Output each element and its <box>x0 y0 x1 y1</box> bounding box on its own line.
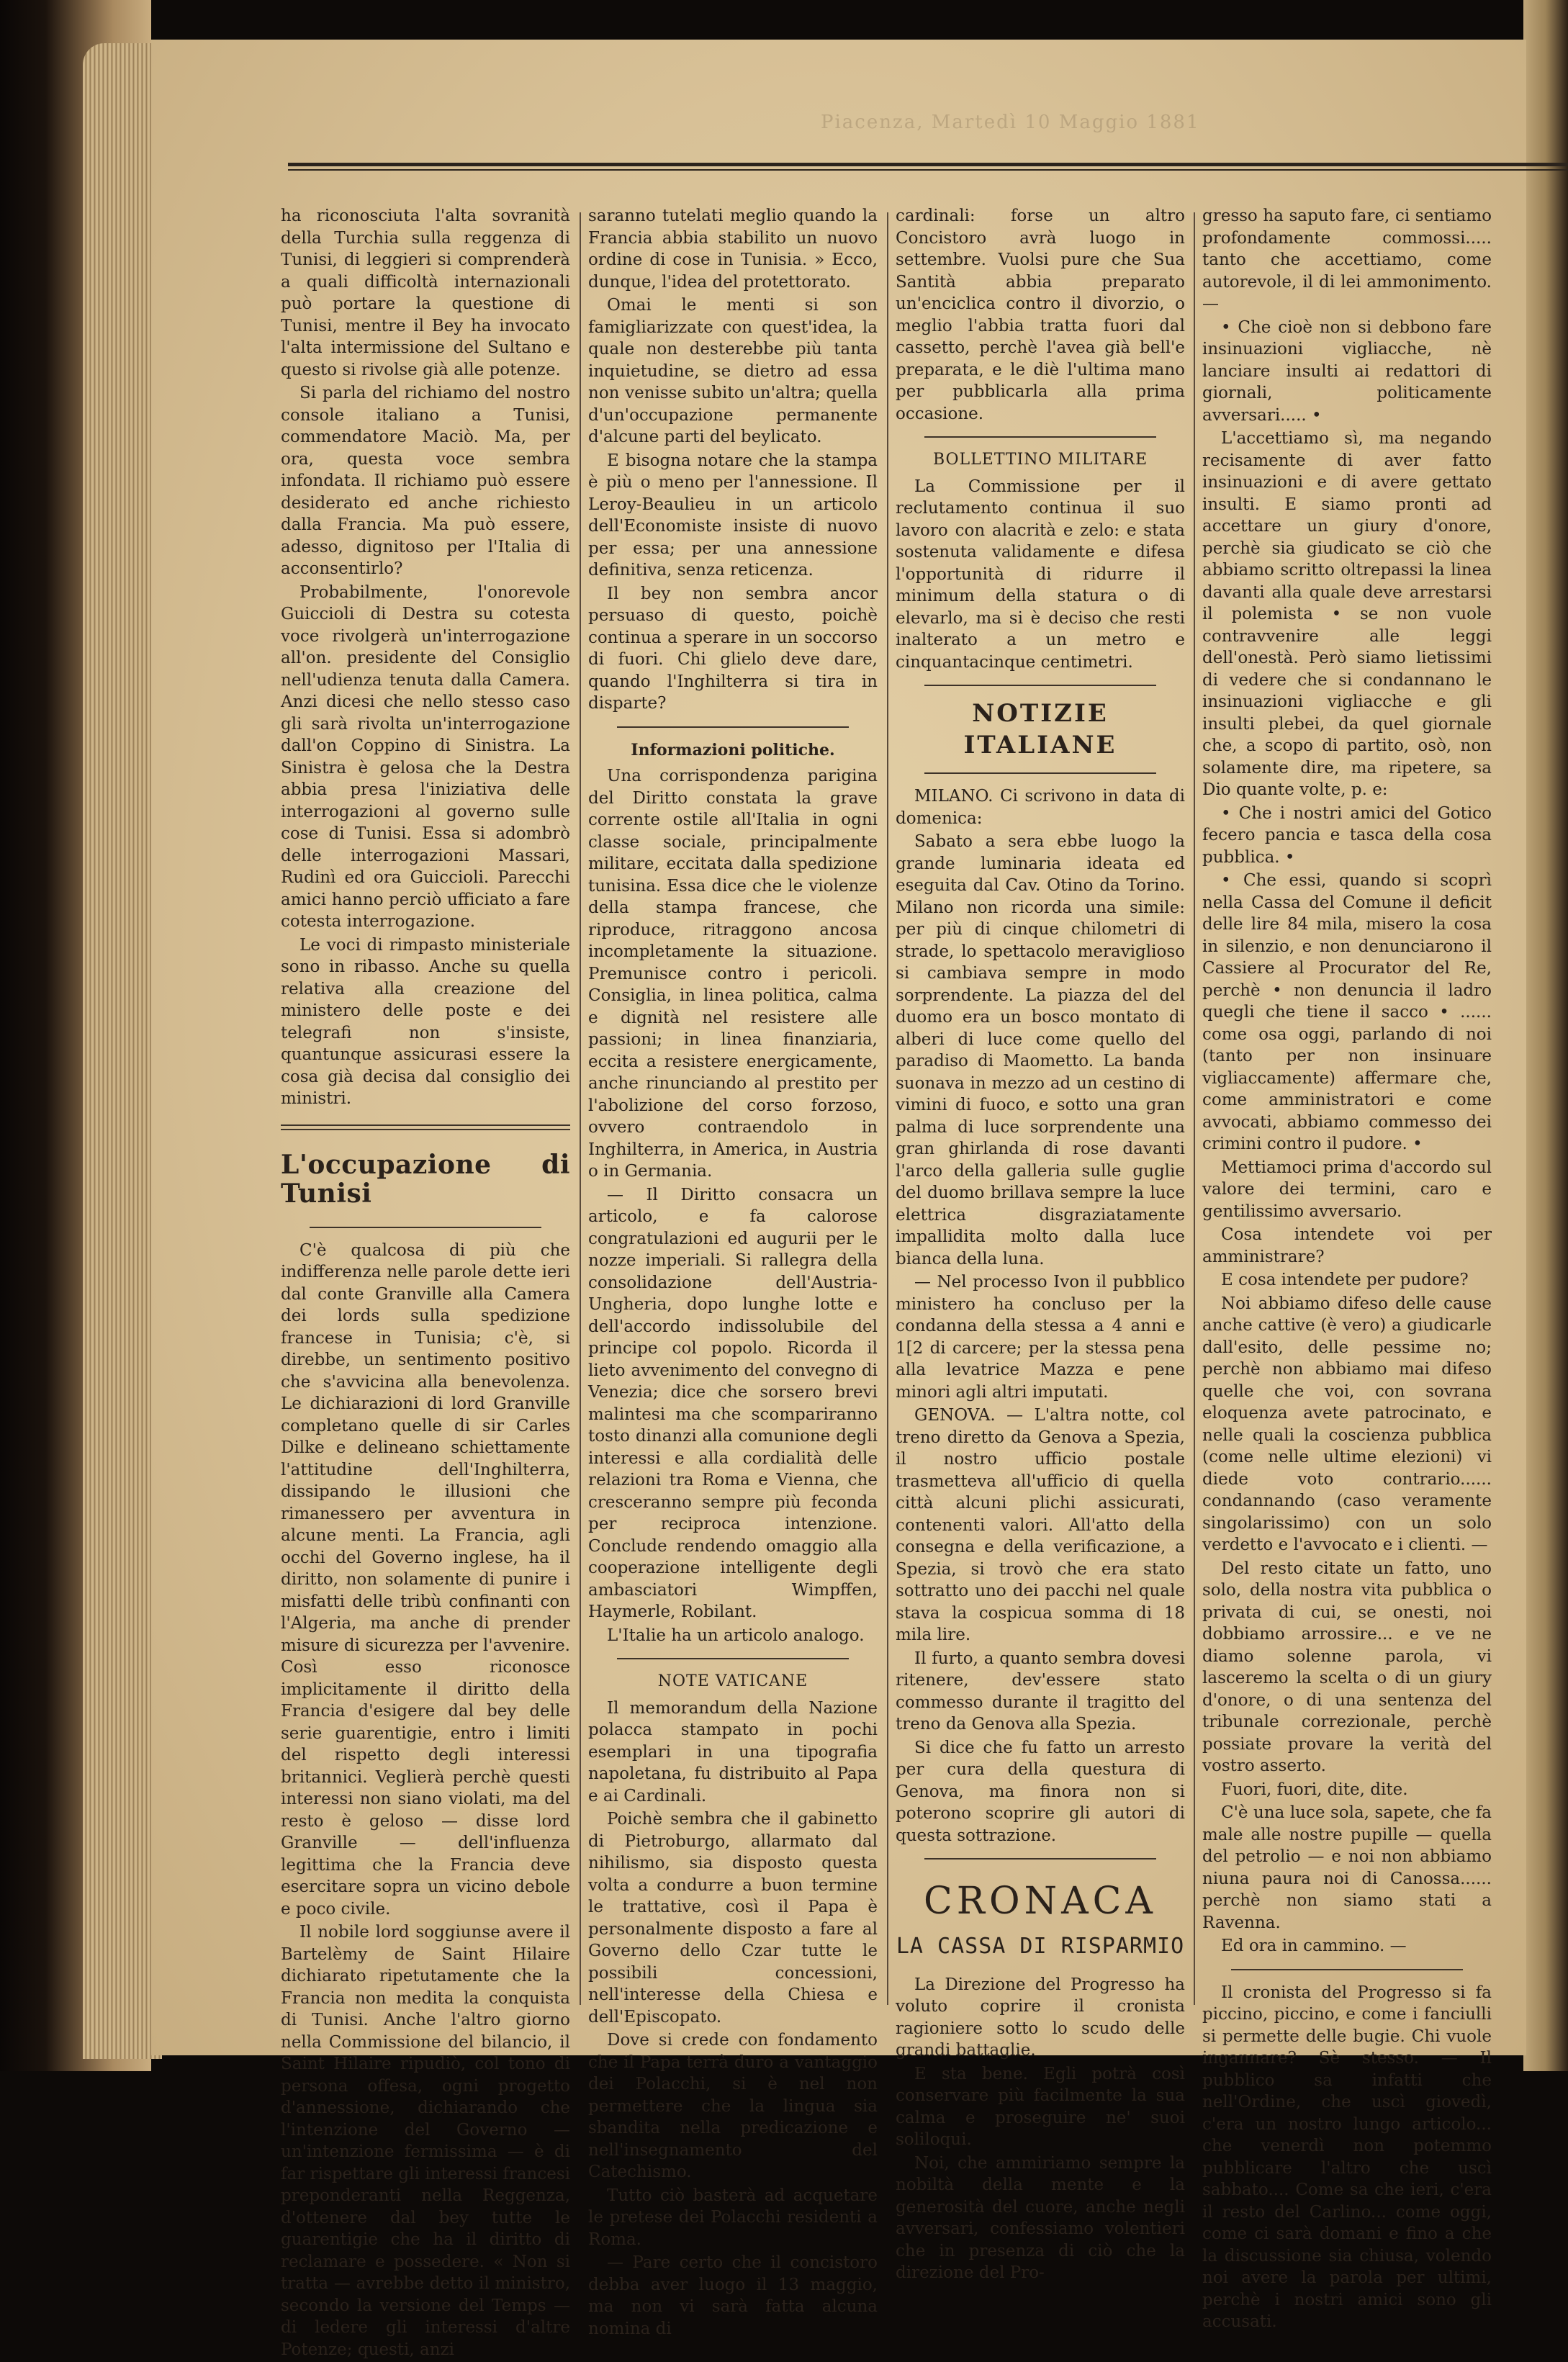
paragraph: E bisogna notare che la stampa è più o meno per l'annessione. Il Leroy-Beaulieu in un articolo dell'Economiste insiste di nuovo per essa; per una annessione definitiva, senza reticenza. <box>588 451 878 580</box>
ghost-header: Piacenza, Martedì 10 Maggio 1881 <box>821 112 1200 133</box>
section-divider <box>924 685 1156 686</box>
col1-top-block <box>281 205 570 1110</box>
heading-note-vaticane: NOTE VATICANE <box>657 1672 808 1690</box>
heading-occupazione: L'occupazione di Tunisi <box>281 1149 570 1209</box>
section-divider <box>924 436 1156 438</box>
paragraph: • Che i nostri amici del Gotico fecero pancia e tasca della cosa pubblica. • <box>1202 803 1492 867</box>
heading-bollettino: BOLLETTINO MILITARE <box>932 451 1148 469</box>
column-rule <box>1194 212 1195 2005</box>
section-divider <box>1231 1969 1463 1970</box>
paragraph: Poichè sembra che il gabinetto di Pietroburgo, allarmato dal nihilismo, sia disposto questa volta a condurre a buon termine le trattative, così il Papa è personalmente disposto a fare al Governo dello Czar tutte le possibili concessioni, nell'interesse della Chiesa e dell'Episcopato. <box>588 1810 878 2027</box>
heading-cassa-risparmio: LA CASSA DI RISPARMIO <box>896 1934 1185 1959</box>
paragraph: GENOVA. — L'altra notte, col treno diretto da Genova a Spezia, il nostro ufficio postale trasmetteva all'ufficio di quella città alcuni plichi assicurati, contenenti valori. All'atto della consegna e della verificazione, a Spezia, si trovò che era stato sottratto uno dei pacchi nel quale stava la cospicua somma di 18 mila lire. <box>896 1406 1185 1644</box>
paragraph: La Commissione per il reclutamento continua il suo lavoro con alacrità e zelo: e stata sostenuta validamente e difesa l'opportunità di ridurre il minimum della statura o di elevarlo, ma si è deciso che resti inalterato a un metro e cinquantacinque centimetri. <box>896 477 1185 672</box>
section-divider <box>617 726 849 728</box>
paragraph: MILANO. Ci scrivono in data di domenica: <box>896 787 1185 828</box>
paragraph: ha riconosciuta l'alta sovranità della Turchia sulla reggenza di Tunisi, di leggieri si comprenderà a quali difficoltà internazionali può portare la questione di Tunisi, mentre il Bey ha invocato l'alta intermissione del Sultano e questo si rivolse già alle potenze. <box>281 207 570 379</box>
paragraph: Mettiamoci prima d'accordo sul valore dei termini, caro e gentilissimo avversario. <box>1202 1158 1492 1221</box>
heading-notizie-italiane: NOTIZIE ITALIANE <box>963 699 1117 759</box>
column-2 <box>588 205 878 2341</box>
right-page-edge <box>1523 0 1568 2071</box>
paragraph: L'Italie ha un articolo analogo. <box>607 1626 865 1645</box>
paragraph: L'accettiamo sì, ma negando recisamente di aver fatto insinuazioni e di avere gettato insulti. E siamo pronti ad accettare un giury d'onore, perchè sia giudicato se ciò che abbiamo scritto oltrepassi la linea davanti alla quale deve arrestarsi il polemista • se non vuole contravvenire alle leggi dell'onestà. Però siamo lietissimi di vedere che si condannano le insinuazioni vigliacche e gli insulti plebei, da quel giornale che, a scopo di partito, osò, non solamente dire, ma ripetere, sa Dio quante volte, p. e: <box>1202 429 1492 799</box>
paragraph: Omai le menti si son famigliarizzate con quest'idea, la quale non desterebbe più tanta inquietudine, se dietro ad essa non venisse subito un'altra; quella d'un'occupazione permanente d'alcune parti del beylicato. <box>588 296 878 446</box>
paragraph: Il nobile lord soggiunse avere il Bartelèmy de Saint Hilaire dichiarato ripetutamente che la Francia non medita la conquista di Tunisi. Anche l'altro giorno nella Commissione del bilancio, il Saint Hilaire ripudiò, col tono di persona offesa, ogni progetto d'annessione, dichiarando che l'intenzione del Governo — un'intenzione fermissima — è di far rispettare gli interessi francesi preponderanti nella Reggenza, d'ottenere dal bey tutte le guarentigie che ha il diritto di reclamare e possedere. « Non si tratta — avrebbe detto il ministro, secondo la versione del Temps — di ledere gli interessi d'altre Potenze; questi, anzi <box>281 1923 570 2359</box>
paragraph: Noi abbiamo difeso delle cause anche cattive (è vero) a giudicarle dall'esito, delle pessime no; perchè non abbiamo mai difeso quelle che voi, con sovrana eloquenza avete patrocinato, e nelle quali la coscienza pubblica (come nelle ultime elezioni) vi diede voto contrario...... condannando (caso veramente singolarissimo) con un solo verdetto e l'avvocato e i clienti. — <box>1202 1294 1492 1554</box>
section-divider <box>617 1658 849 1659</box>
paragraph: Sabato a sera ebbe luogo la grande luminaria ideata ed eseguita dal Cav. Otino da Torino. Milano non ricorda una simile: per più di cinque chilometri di strade, lo spettacolo meraviglioso si cambiava sempre in modo sorprendente. La piazza del del duomo era un bosco montato di alberi di luce come quello del paradiso di Maometto. La banda suonava in mezzo ad un cestino di vimini di fuoco, e sotto una gran palma di luce sorprendente una gran ghirlanda di rose davanti l'arco della galleria sulle guglie del duomo brillava sempre la luce elettrica disgraziatamente impallidita molto dalla luce bianca della luna. <box>896 832 1185 1268</box>
paragraph: Fuori, fuori, dite, dite. <box>1221 1780 1408 1799</box>
paragraph: Probabilmente, l'onorevole Guiccioli di Destra su cotesta voce rivolgerà un'interrogazione all'on. presidente del Consiglio nell'udienza tenuta dalla Camera. Anzi dicesi che nello stesso caso gli sarà rivolta un'interrogazione dall'on Coppino di Sinistra. La Sinistra è gelosa che la Destra abbia presa l'iniziativa delle interrogazioni al governo sulle cose di Tunisi. Essa si adombrò delle interrogazioni Massari, Rudinì ed ora Guiccioli. Parecchi amici hanno perciò ufficiato a fare cotesta interrogazione. <box>281 582 570 931</box>
section-divider <box>924 1858 1156 1860</box>
column-rule <box>887 212 888 2005</box>
paragraph: — Il Diritto consacra un articolo, e fa calorose congratulazioni ed augurii per le nozze imperiali. Si rallegra della consolidazione dell'Austria-Ungheria, dopo lunghe lotte e dell'accordo indissolubile del principe col popolo. Ricorda il lieto avvenimento del convegno di Venezia; dice che sorsero brevi malintesi ma che scompariranno tosto dinanzi alla comunione degli interessi e alla cordialità delle relazioni tra Roma e Vienna, che cresceranno sempre più feconda per reciproca intenzione. Conclude rendendo omaggio alla cooperazione intelligente degli ambasciatori Wimpffen, Haymerle, Robilant. <box>588 1185 878 1621</box>
paragraph: Del resto citate un fatto, uno solo, della nostra vita pubblica o privata di cui, se onesti, noi dobbiamo arrossire... e ve ne diamo solenne parola, vi lasceremo la scelta o di un giury d'onore, o di una sentenza del tribunale correzionale, perchè possiate provare la verità del vostro asserto. <box>1202 1559 1492 1775</box>
heading-cronaca: CRONACA <box>924 1880 1157 1923</box>
newspaper-page <box>151 40 1526 2359</box>
column-1 <box>281 205 570 2362</box>
paragraph: C'è qualcosa di più che indifferenza nelle parole dette ieri dal conte Granville alla Camera dei lords sulla spedizione francese in Tunisia; c'è, si direbbe, un sentimento positivo che s'avvicina alla benevolenza. Le dichiarazioni di lord Granville completano quelle di sir Carles Dilke e delineano schiettamente l'attitudine dell'Inghilterra, dissipando le illusioni che rimanessero per avventura in alcune menti. La Francia, agli occhi del Governo inglese, ha il diritto, non solamente di punire i misfatti delle tribù confinanti con l'Algeria, ma anche di prender misure di sicurezza per l'avvenire. Così esso riconosce implicitamente il diritto della Francia d'esigere dal bey delle serie guarentigie, entro i limiti del rispetto degli interessi britannici. Veglierà perchè questi interessi non siano violati, ma del resto è geloso — disse lord Granville — dell'influenza legittima che la Francia deve esercitare sopra un vicino debole e poco civile. <box>281 1240 570 1919</box>
section-divider <box>310 1227 541 1228</box>
section-divider <box>924 772 1156 774</box>
column-rule <box>580 212 581 2005</box>
paragraph: Una corrispondenza parigina del Diritto constata la grave corrente ostile all'Italia in ogni classe sociale, principalmente militare, eccitata dalla spedizione tunisina. Essa dice che le violenze della stampa francese, che riproduce, ritraggono ancosa incompletamente la situazione. Premunisce contro i pericoli. Consiglia, in linea politica, calma e dignità nel resistere alle passioni; in linea finanziaria, eccita a resistere energicamente, anche rinunciando al prestito per l'abolizione del corso forzoso, ovvero contraendolo in Inghilterra, in America, in Austria o in Germania. <box>588 767 878 1181</box>
paragraph: • Che cioè non si debbono fare insinuazioni vigliacche, nè lanciare insulti ai redattori di giornali, politicamente avversari..... • <box>1202 317 1492 425</box>
paragraph: Il bey non sembra ancor persuaso di questo, poichè continua a sperare in un soccorso di fuori. Chi glielo deve dare, quando l'Inghilterra si tira in disparte? <box>588 584 878 713</box>
top-rule <box>288 163 1568 166</box>
column-4 <box>1202 205 1492 2335</box>
paragraph: cardinali: forse un altro Concistoro avrà luogo in settembre. Vuolsi pure che Sua Santità abbia preparato un'enciclica contro il divorzio, o meglio l'abbia tratta fuori dal cassetto, perchè l'avea già bell'e preparata, e le diè l'ultima mano per pubblicarla alla prima occasione. <box>896 207 1185 423</box>
paragraph: Si dice che fu fatto un arresto per cura della questura di Genova, ma finora non si poterono scoprire gli autori di questa sottrazione. <box>896 1738 1185 1845</box>
paragraph: Il memorandum della Nazione polacca stampato in pochi esemplari in una tipografia napoletana, fu distribuito al Papa e ai Cardinali. <box>588 1698 878 1806</box>
paragraph: Noi, che ammiriamo sempre la nobiltà della mente e la generosità del cuore, anche negli avversari, confessiamo volentieri che in presenza di ciò che la direzione del Pro- <box>896 2153 1185 2282</box>
paragraph: Le voci di rimpasto ministeriale sono in ribasso. Anche su quella relativa alla creazione del ministero delle poste e dei telegrafi non s'insiste, quantunque assicurasi essere la cosa già decisa dal consiglio dei ministri. <box>281 935 570 1108</box>
heading-informazioni: Informazioni politiche. <box>631 740 835 759</box>
paragraph: Il cronista del Progresso si fa piccino, piccino, e come i fanciulli si permette delle bugie. Chi vuole ingannare? Sè stesso. — Il pubblico sa infatti che nell'Ordine, che uscì giovedì, c'era un nostro lungo articolo... che venerdì non potemmo pubblicare l'altro che uscì sabbato.... Come sa che ieri, c'era il resto del Carlino... come oggi, come ci sarà domani e fino a che la discussione sia chiusa, volendo noi avere la parola per ultimi, perchè i nostri amici sono gli accusati. <box>1202 1983 1492 2331</box>
paragraph: — Nel processo Ivon il pubblico ministero ha concluso per la condanna della stessa a 4 anni e 1[2 di carcere; per la stessa pena alla levatrice Mazza e pene minori agli altri imputati. <box>896 1273 1185 1402</box>
paragraph: Il furto, a quanto sembra dovesi ritenere, dev'essere stato commesso durante il tragitto del treno da Genova alla Spezia. <box>896 1649 1185 1734</box>
page-stack <box>83 43 162 2059</box>
paragraph: E cosa intendete per pudore? <box>1221 1271 1469 1289</box>
section-divider <box>281 1124 570 1130</box>
paragraph: La Direzione del Progresso ha voluto coprire il cronista ragioniere sotto lo scudo delle grandi battaglie. <box>896 1975 1185 2060</box>
paragraph: gresso ha saputo fare, ci sentiamo profondamente commossi..... tanto che accettiamo, come autorevole, il di lei ammonimento. — <box>1202 207 1492 313</box>
paragraph: — Pare certo che il concistoro debba aver luogo il 13 maggio, ma non vi sarà fatta alcuna nomina di <box>588 2253 878 2338</box>
paragraph: Cosa intendete voi per amministrare? <box>1202 1225 1492 1266</box>
paragraph: C'è una luce sola, sapete, che fa male alle nostre pupille — quella del petrolio — e noi non abbiamo niuna paura noi di Canossa...... perchè non siamo stati a Ravenna. <box>1202 1803 1492 1932</box>
top-rule-thin <box>288 169 1568 171</box>
column-3 <box>896 205 1185 2286</box>
paragraph: • Che essi, quando si scoprì nella Cassa del Comune il deficit delle lire 84 mila, misero la cosa in silenzio, e non denunciarono il Cassiere al Procurator del Re, perchè • non denuncia il ladro quegli che tiene il sacco • ...... come osa oggi, parlando di noi (tanto per non insinuare vigliaccamente) affermare che, come amministratori e come avvocati, abbiamo commesso dei crimini contro il pudore. • <box>1202 871 1492 1153</box>
paragraph: Dove si crede con fondamento che il Papa terrà duro a vantaggio dei Polacchi, si è nel non permettere che la lingua sia sbandita nella predicazione e nell'insegnamento del Catechismo. <box>588 2031 878 2181</box>
paragraph: Ed ora in cammino. — <box>1221 1937 1407 1955</box>
paragraph: E sta bene. Egli potrà così conservare più facilmente la sua calma e proseguire ne' suoi soliloqui. <box>896 2064 1185 2149</box>
paragraph: saranno tutelati meglio quando la Francia abbia stabilito un nuovo ordine di cose in Tunisia. » Ecco, dunque, l'idea del protettorato. <box>588 207 878 292</box>
paragraph: Tutto ciò basterà ad acquetare le pretese dei Polacchi residenti a Roma. <box>588 2186 878 2249</box>
paragraph: Si parla del richiamo del nostro console italiano a Tunisi, commendatore Maciò. Ma, per ora, questa voce sembra infondata. Il richiamo può essere desiderato ed anche richiesto dalla Francia. Ma può essere, adesso, dignitoso per l'Italia di acconsentirlo? <box>281 384 570 578</box>
